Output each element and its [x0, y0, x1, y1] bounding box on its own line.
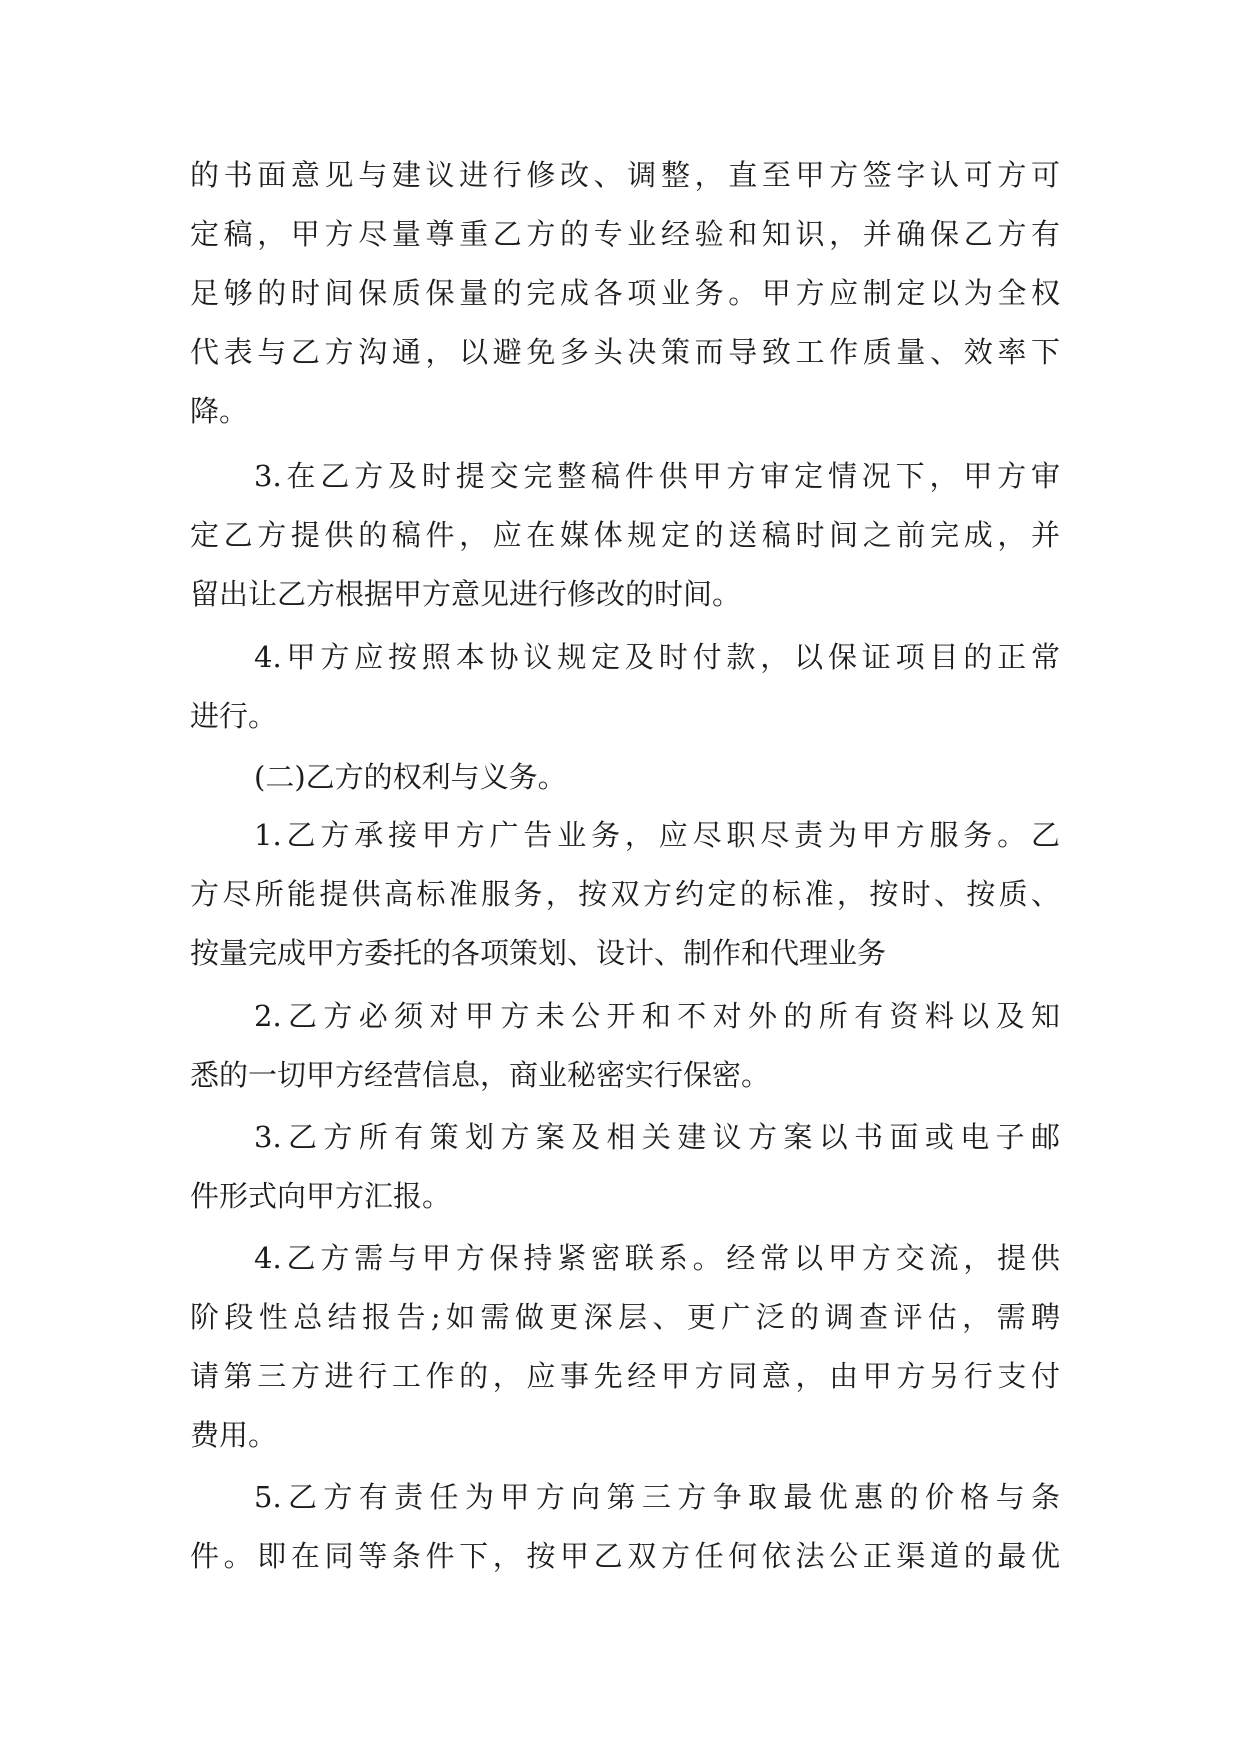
body-text-line: 定乙方提供的稿件，应在媒体规定的送稿时间之前完成，并	[190, 518, 1060, 552]
body-text-line: 的书面意见与建议进行修改、调整，直至甲方签字认可方可	[190, 158, 1060, 192]
body-text-line: 进行。	[190, 699, 278, 733]
body-text-line: 1.乙方承接甲方广告业务，应尽职尽责为甲方服务。乙	[254, 818, 1060, 852]
body-text-line: 3.在乙方及时提交完整稿件供甲方审定情况下，甲方审	[254, 459, 1060, 493]
section-heading: (二)乙方的权利与义务。	[254, 760, 567, 794]
body-text-line: 4.乙方需与甲方保持紧密联系。经常以甲方交流，提供	[254, 1241, 1060, 1275]
body-text-line: 代表与乙方沟通，以避免多头决策而导致工作质量、效率下	[190, 335, 1060, 369]
body-text-line: 5.乙方有责任为甲方向第三方争取最优惠的价格与条	[254, 1480, 1060, 1514]
body-text-line: 请第三方进行工作的，应事先经甲方同意，由甲方另行支付	[190, 1359, 1060, 1393]
body-text-line: 定稿，甲方尽量尊重乙方的专业经验和知识，并确保乙方有	[190, 217, 1060, 251]
body-text-line: 降。	[190, 394, 249, 428]
body-text-line: 按量完成甲方委托的各项策划、设计、制作和代理业务	[190, 936, 887, 970]
body-text-line: 3.乙方所有策划方案及相关建议方案以书面或电子邮	[254, 1120, 1060, 1154]
body-text-line: 件。即在同等条件下，按甲乙双方任何依法公正渠道的最优	[190, 1539, 1060, 1573]
body-text-line: 4.甲方应按照本协议规定及时付款，以保证项目的正常	[254, 640, 1060, 674]
body-text-line: 足够的时间保质保量的完成各项业务。甲方应制定以为全权	[190, 276, 1060, 310]
body-text-line: 留出让乙方根据甲方意见进行修改的时间。	[190, 577, 742, 611]
body-text-line: 阶段性总结报告;如需做更深层、更广泛的调查评估，需聘	[190, 1300, 1060, 1334]
body-text-line: 费用。	[190, 1418, 278, 1452]
body-text-line: 方尽所能提供高标准服务，按双方约定的标准，按时、按质、	[190, 877, 1060, 911]
body-text-line: 2.乙方必须对甲方未公开和不对外的所有资料以及知	[254, 999, 1060, 1033]
body-text-line: 悉的一切甲方经营信息，商业秘密实行保密。	[190, 1058, 771, 1092]
body-text-line: 件形式向甲方汇报。	[190, 1179, 452, 1213]
